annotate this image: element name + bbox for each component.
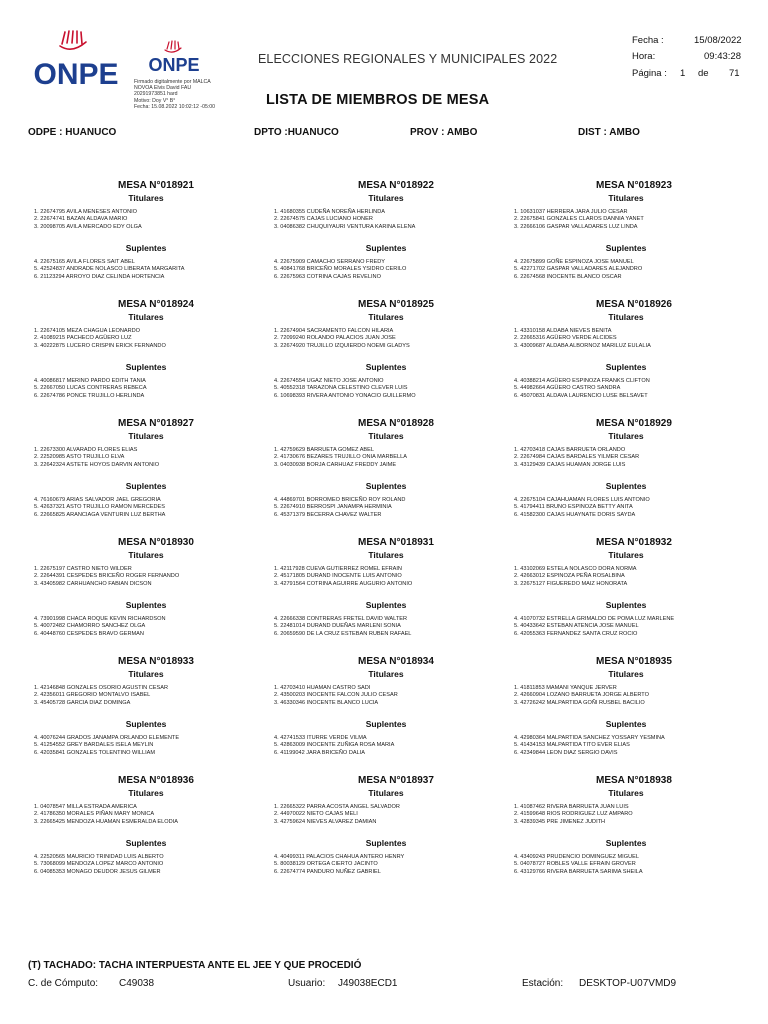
titular-member: 2. 22674575 CAJAS LUCIANO HONER: [274, 216, 373, 223]
suplentes-heading: Suplentes: [365, 838, 407, 848]
titulares-heading: Titulares: [608, 788, 644, 798]
dist-label: DIST : AMBO: [578, 127, 640, 138]
titulares-heading: Titulares: [608, 669, 644, 679]
onpe-logo: [26, 28, 126, 90]
mesa-title: MESA N°018925: [358, 299, 434, 310]
suplentes-heading: Suplentes: [125, 362, 167, 372]
titulares-heading: Titulares: [128, 669, 164, 679]
suplente-member: 5. 73068099 MENDOZA LOPEZ MARCO ANTONIO: [34, 861, 164, 868]
fecha-value: 15/08/2022: [694, 35, 742, 46]
titular-member: 3. 22666106 GASPAR VALLADARES LUZ LINDA: [514, 223, 638, 230]
suplentes-heading: Suplentes: [365, 243, 407, 253]
suplente-member: 6. 42055363 FERNANDEZ SANTA CRUZ ROCIO: [514, 630, 638, 637]
suplente-member: 6. 22674568 INOCENTE BLANCO OSCAR: [514, 273, 622, 280]
titular-member: 3. 22675127 FIGUEREDO MAIZ HONORATA: [514, 580, 628, 587]
usuario-label: Usuario:: [288, 978, 326, 989]
mesa-title: MESA N°018922: [358, 180, 434, 191]
suplente-member: 4. 22675899 GOÑE ESPINOZA JOSE MANUEL: [514, 259, 634, 265]
hora-label: Hora:: [632, 51, 656, 62]
mesa-title: MESA N°018928: [358, 418, 434, 429]
titular-member: 2. 22674984 CAJAS BARDALES YILMER CESAR: [514, 454, 640, 461]
mesa-title: MESA N°018933: [118, 656, 194, 667]
suplentes-heading: Suplentes: [605, 243, 647, 253]
titulares-heading: Titulares: [128, 550, 164, 560]
suplentes-heading: Suplentes: [365, 481, 407, 491]
titulares-heading: Titulares: [368, 312, 404, 322]
titular-member: 1. 41680355 CUDEÑA NOREÑA HERLINDA: [274, 209, 385, 215]
suplente-member: 4. 43409243 PRUDENCIO DOMINGUEZ MIGUEL: [514, 854, 639, 860]
election-name: ELECCIONES REGIONALES Y MUNICIPALES 2022: [258, 52, 558, 66]
titular-member: 2. 42660904 LOZANO BARRUETA JORGE ALBERTO: [514, 692, 649, 699]
suplente-member: 6. 45371379 BECERRA CHAVEZ WALTER: [274, 511, 382, 518]
suplentes-heading: Suplentes: [365, 719, 407, 729]
mesa-title: MESA N°018929: [596, 418, 672, 429]
estacion-label: Estación:: [522, 978, 564, 989]
mesa-title: MESA N°018934: [358, 656, 434, 667]
suplente-member: 5. 42863009 INOCENTE ZUÑIGA ROSA MARIA: [274, 742, 395, 749]
mesa-title: MESA N°018923: [596, 180, 672, 191]
titular-member: 3. 04030938 BORJA CARHUAZ FREDDY JAIME: [274, 461, 397, 468]
suplente-member: 6. 45070831 ALDAVA LAURENCIO LUSE BELSAVET: [514, 392, 648, 399]
suplente-member: 4. 22675104 CAJAHUAMAN FLORES LUIS ANTONIO: [514, 497, 650, 503]
mesa-title: MESA N°018931: [358, 537, 434, 548]
mesa-title: MESA N°018932: [596, 537, 672, 548]
suplente-member: 5. 40072482 CHAMORRO SANCHEZ OLGA: [34, 623, 146, 630]
suplentes-heading: Suplentes: [125, 838, 167, 848]
titular-member: 3. 22642324 ASTETE HOYOS DARVIN ANTONIO: [34, 461, 160, 468]
suplente-member: 4. 40086817 MERINO PARDO EDITH TANIA: [34, 378, 146, 384]
titular-member: 3. 42839345 PRE JIMENEZ JUDITH: [514, 818, 606, 825]
titulares-heading: Titulares: [128, 193, 164, 203]
estacion-value: DESKTOP-U07VMD9: [579, 978, 677, 989]
titulares-heading: Titulares: [608, 431, 644, 441]
titular-member: 1. 42703418 CAJAS BARRUETA ORLANDO: [514, 447, 626, 453]
titular-member: 2. 45171805 DURAND INOCENTE LUIS ANTONIO: [274, 573, 402, 580]
suplente-member: 5. 22674910 BERROSPI JANAMPA HERMINIA: [274, 504, 392, 511]
suplentes-heading: Suplentes: [125, 600, 167, 610]
suplente-member: 5. 22667050 LUCAS CONTRERAS REBECA: [34, 385, 147, 392]
svg-text:ONPE: ONPE: [33, 58, 119, 90]
titular-member: 1. 42703410 HUAMAN CASTRO SADI: [274, 685, 371, 691]
suplente-member: 5. 80038129 ORTEGA CIERTO JACINTO: [274, 861, 378, 868]
titular-member: 3. 42791564 COTRINA AGUIRRE AUGURIO ANTONIO: [274, 580, 413, 587]
mesa-title: MESA N°018921: [118, 180, 194, 191]
suplentes-heading: Suplentes: [125, 481, 167, 491]
titular-member: 2. 41786350 MORALES PIÑAN MARY MONICA: [34, 811, 155, 818]
titular-member: 2. 72099240 ROLANDO PALACIOS JUAN JOSE: [274, 335, 396, 342]
titular-member: 3. 40222875 LUCERO CRISPIN ERICK FERNANDO: [34, 342, 166, 349]
pagina-number: 1: [680, 68, 686, 79]
titular-member: 1. 22673300 ALVARADO FLORES ELIAS: [34, 447, 138, 453]
computo-label: C. de Cómputo:: [28, 978, 99, 989]
suplente-member: 4. 22666338 CONTRERAS FRETEL DAVID WALTER: [274, 616, 408, 622]
suplente-member: 4. 22674554 UGAZ NIETO JOSE ANTONIO: [274, 378, 384, 384]
suplente-member: 4. 76160679 ARIAS SALVADOR JAEL GREGORIA: [34, 497, 161, 503]
suplente-member: 4. 44869701 BORROMEO BRICEÑO ROY ROLAND: [274, 497, 406, 503]
suplente-member: 5. 40552318 TARAZONA CELESTINO CLEVER LUIS: [274, 385, 408, 392]
mesa-title: MESA N°018936: [118, 775, 194, 786]
mesa-title: MESA N°018927: [118, 418, 194, 429]
suplente-member: 5. 42637321 ASTO TRUJILLO RAMON MERCEDES: [34, 504, 165, 511]
fecha-label: Fecha :: [632, 35, 664, 46]
titular-member: 1. 04078547 MILLA ESTRADA AMERICA: [34, 804, 137, 810]
suplente-member: 6. 20659590 DE LA CRUZ ESTEBAN RUBEN RAFAEL: [274, 630, 412, 637]
suplentes-heading: Suplentes: [605, 481, 647, 491]
suplente-member: 5. 44982664 AGÜERO CASTRO SANDRA: [514, 385, 621, 392]
titular-member: 2. 22520985 ASTO TRUJILLO ELVA: [34, 454, 125, 461]
titular-member: 1. 43310158 ALDABA NIEVES BENITA: [514, 328, 612, 334]
computo-value: C49038: [119, 978, 155, 989]
titular-member: 2. 41599648 RIOS RODRIGUEZ LUZ AMPARO: [514, 811, 633, 818]
signature-line: 20291973851 hard: [134, 91, 178, 98]
mesa-title: MESA N°018935: [596, 656, 672, 667]
titulares-heading: Titulares: [608, 193, 644, 203]
titular-member: 1. 43102069 ESTELA NOLASCO DORA NORMA: [514, 566, 637, 572]
titular-member: 3. 04086382 CHUQUIYAURI VENTURA KARINA ELENA: [274, 223, 416, 230]
onpe-small-logo: [137, 40, 211, 74]
signature-line: Fecha: 15.08.2022 10:02:12 -05:00: [134, 103, 216, 110]
titulares-heading: Titulares: [368, 431, 404, 441]
titular-member: 2. 22675841 GONZALES CLAROS DANNIA YANET: [514, 216, 644, 223]
titular-member: 2. 44970022 NIETO CAJAS MELI: [274, 811, 358, 818]
titular-member: 3. 22674920 TRUJILLO IZQUIERDO NOEMI GLADYS: [274, 342, 410, 349]
suplente-member: 5. 40433642 ESTEBAN ATENCIA JOSE MANUEL: [514, 623, 639, 630]
titular-member: 1. 42117928 CUEVA GUTIERREZ ROMEL EFRAIN: [274, 566, 402, 572]
suplente-member: 4. 40076244 GRADOS JANAMPA ORLANDO ELEMENTE: [34, 735, 180, 741]
hora-value: 09:43:28: [704, 51, 741, 62]
suplente-member: 6. 43129766 RIVERA BARRUETA SARIMA SHEILA: [514, 868, 643, 875]
titulares-heading: Titulares: [128, 312, 164, 322]
suplente-member: 4. 73901998 CHACA ROQUE KEVIN RICHARDSON: [34, 616, 166, 622]
titular-member: 3. 43009687 ALDABA ALBORNOZ MARILUZ EULALIA: [514, 342, 651, 349]
suplentes-heading: Suplentes: [605, 838, 647, 848]
titular-member: 2. 22644391 CESPEDES BRICEÑO ROGER FERNANDO: [34, 573, 180, 580]
suplente-member: 6. 22665825 ARANCIAGA VENTURIN LUZ BERTHA: [34, 511, 166, 518]
titular-member: 3. 42726242 MALPARTIDA GOÑI RUSBEL BACILIO: [514, 699, 645, 706]
dpto-label: DPTO :HUANUCO: [254, 127, 339, 138]
suplentes-heading: Suplentes: [365, 362, 407, 372]
suplentes-heading: Suplentes: [365, 600, 407, 610]
suplentes-heading: Suplentes: [125, 719, 167, 729]
suplente-member: 6. 10698393 RIVERA ANTONIO YONACIO GUILLERMO: [274, 392, 416, 399]
titular-member: 1. 22674105 MEZA CHAGUA LEONARDO: [34, 328, 141, 334]
titular-member: 2. 22674741 BAZAN ALDAVA MARIO: [34, 216, 128, 223]
suplente-member: 5. 40841768 BRICEÑO MORALES YSIDRO CERILO: [274, 266, 407, 273]
footer-note: (T) TACHADO: TACHA INTERPUESTA ANTE EL JEE Y QUE PROCEDIÓ: [28, 960, 362, 971]
suplente-member: 6. 22674786 PONCE TRUJILLO HERLINDA: [34, 392, 145, 399]
titular-member: 3. 22665425 MENDOZA HUAMAN ESMERALDA ELODIA: [34, 818, 178, 825]
suplente-member: 6. 40448760 CESPEDES BRAVO GERMAN: [34, 630, 144, 637]
titular-member: 2. 42663012 ESPINOZA PEÑA ROSALBINA: [514, 573, 625, 580]
suplente-member: 4. 22675909 CAMACHO SERRANO FREDY: [274, 259, 385, 265]
titular-member: 1. 42759629 BARRUETA GOMEZ ABEL: [274, 447, 375, 453]
suplente-member: 4. 22520565 MAURICIO TRINIDAD LUIS ALBERTO: [34, 854, 164, 860]
suplente-member: 4. 42980364 MALPARTIDA SANCHEZ YOSSARY YESMINA: [514, 735, 665, 741]
titular-member: 1. 42146848 GONZALES OSORIO AGUSTIN CESAR: [34, 685, 168, 691]
signature-line: Firmado digitalmente por MALCA: [134, 79, 211, 85]
mesa-title: MESA N°018926: [596, 299, 672, 310]
titular-member: 3. 43405982 CARHUANCHO FABIAN DICSON: [34, 580, 152, 587]
prov-label: PROV : AMBO: [410, 127, 478, 138]
usuario-value: J49038ECD1: [338, 978, 398, 989]
suplentes-heading: Suplentes: [605, 362, 647, 372]
titulares-heading: Titulares: [608, 550, 644, 560]
suplente-member: 5. 41254552 GREY BARDALES ISELA MEYLIN: [34, 742, 154, 749]
titular-member: 1. 10631037 HERRERA JARA JULIO CESAR: [514, 209, 628, 215]
suplente-member: 5. 42524837 ANDRADE NOLASCO LIBERATA MARGARITA: [34, 266, 185, 273]
titular-member: 2. 43500203 INOCENTE FALCON JULIO CESAR: [274, 692, 398, 699]
suplente-member: 6. 04085353 MONAGO DEUDOR JESUS GILMER: [34, 868, 161, 875]
titular-member: 2. 22665316 AGÜERO VERDE ALCIDES: [514, 335, 617, 342]
suplente-member: 6. 41199042 JARA BRICEÑO DALIA: [274, 749, 365, 756]
suplente-member: 6. 41582300 CAJAS HUAYNATE DORIS SAYDA: [514, 511, 636, 518]
titulares-heading: Titulares: [128, 431, 164, 441]
titular-member: 3. 46330346 INOCENTE BLANCO LUCIA: [274, 699, 379, 706]
pagina-label: Página :: [632, 68, 667, 79]
titulares-heading: Titulares: [368, 193, 404, 203]
digital-signature: [134, 79, 264, 110]
suplente-member: 4. 22675165 AVILA FLORES SAIT ABEL: [34, 259, 135, 265]
pagina-total: 71: [729, 68, 740, 79]
titulares-heading: Titulares: [128, 788, 164, 798]
titular-member: 1. 22674795 AVILA MENESES ANTONIO: [34, 209, 138, 215]
suplente-member: 4. 41070732 ESTRELLA GRIMALDO DE POMA LUZ MARLENE: [514, 616, 675, 622]
page-title: LISTA DE MIEMBROS DE MESA: [266, 92, 490, 108]
titular-member: 3. 42759624 NIEVES ALVAREZ DAMIAN: [274, 818, 377, 825]
svg-text:ONPE: ONPE: [148, 55, 200, 74]
suplente-member: 5. 42271702 GASPAR VALLADARES ALEJANDRO: [514, 266, 643, 273]
titular-member: 3. 45405728 GARCIA DIAZ DOMINGA: [34, 699, 131, 706]
titulares-heading: Titulares: [368, 788, 404, 798]
titular-member: 2. 42356011 GREGORIO MONTALVO ISABEL: [34, 692, 151, 699]
pagina-de: de: [698, 68, 709, 79]
mesa-title: MESA N°018930: [118, 537, 194, 548]
suplente-member: 5. 41434153 MALPARTIDA TITO EVER ELIAS: [514, 742, 630, 749]
suplentes-heading: Suplentes: [605, 600, 647, 610]
titular-member: 1. 22674904 SACRAMENTO FALCON HILARIA: [274, 328, 394, 334]
suplente-member: 6. 42349844 LEON DIAZ SERGIO DAVIS: [514, 749, 618, 756]
suplente-member: 6. 22674774 PANDURO NUÑEZ GABRIEL: [274, 868, 381, 875]
titulares-heading: Titulares: [608, 312, 644, 322]
suplente-member: 4. 40499311 PALACIOS CHAHUA ANTERO HENRY: [274, 854, 405, 860]
titulares-heading: Titulares: [368, 669, 404, 679]
suplente-member: 4. 40388214 AGÜERO ESPINOZA FRANKS CLIFTON: [514, 378, 650, 384]
suplente-member: 5. 04078727 ROBLES VALLE EFRAIN GROVER: [514, 861, 636, 868]
suplente-member: 6. 42035841 GONZALES TOLENTINO WILLIAM: [34, 749, 156, 756]
titular-member: 1. 41087462 RIVERA BARRUETA JUAN LUIS: [514, 804, 629, 810]
titular-member: 2. 41730676 BEZARES TRUJILLO ONIA MARBELLA: [274, 454, 407, 461]
signature-line: Motivo: Doy V° B°: [134, 97, 176, 104]
signature-line: NOVOA Elvis David FAU: [134, 85, 192, 92]
suplente-member: 5. 22481014 DURAND DUEÑAS MARLENI SONIA: [274, 623, 401, 630]
mesa-title: MESA N°018938: [596, 775, 672, 786]
titular-member: 1. 41811853 MAMANI YANQUE JERVER: [514, 685, 617, 691]
mesa-title: MESA N°018924: [118, 299, 194, 310]
titular-member: 1. 22675197 CASTRO NIETO WILDER: [34, 566, 132, 572]
suplentes-heading: Suplentes: [125, 243, 167, 253]
titular-member: 3. 43129439 CAJAS HUAMAN JORGE LUIS: [514, 461, 626, 468]
suplente-member: 5. 41794411 BRUNO ESPINOZA BETTY ANITA: [514, 504, 633, 511]
titulares-heading: Titulares: [368, 550, 404, 560]
odpe-label: ODPE : HUANUCO: [28, 127, 117, 138]
titular-member: 2. 41089215 PACHECO AGÜERO LUZ: [34, 335, 132, 342]
titular-member: 1. 22665322 PARRA ACOSTA ANGEL SALVADOR: [274, 804, 400, 810]
suplentes-heading: Suplentes: [605, 719, 647, 729]
suplente-member: 6. 21123294 ARROYO DIAZ CELINDA HORTENCIA: [34, 273, 165, 280]
suplente-member: 4. 42741533 ITURRE VERDE VILMA: [274, 735, 367, 741]
suplente-member: 6. 22675963 COTRINA CAJAS REVELINO: [274, 273, 381, 280]
mesa-title: MESA N°018937: [358, 775, 434, 786]
titular-member: 3. 20098705 AVILA MERCADO EDY OLGA: [34, 223, 142, 230]
